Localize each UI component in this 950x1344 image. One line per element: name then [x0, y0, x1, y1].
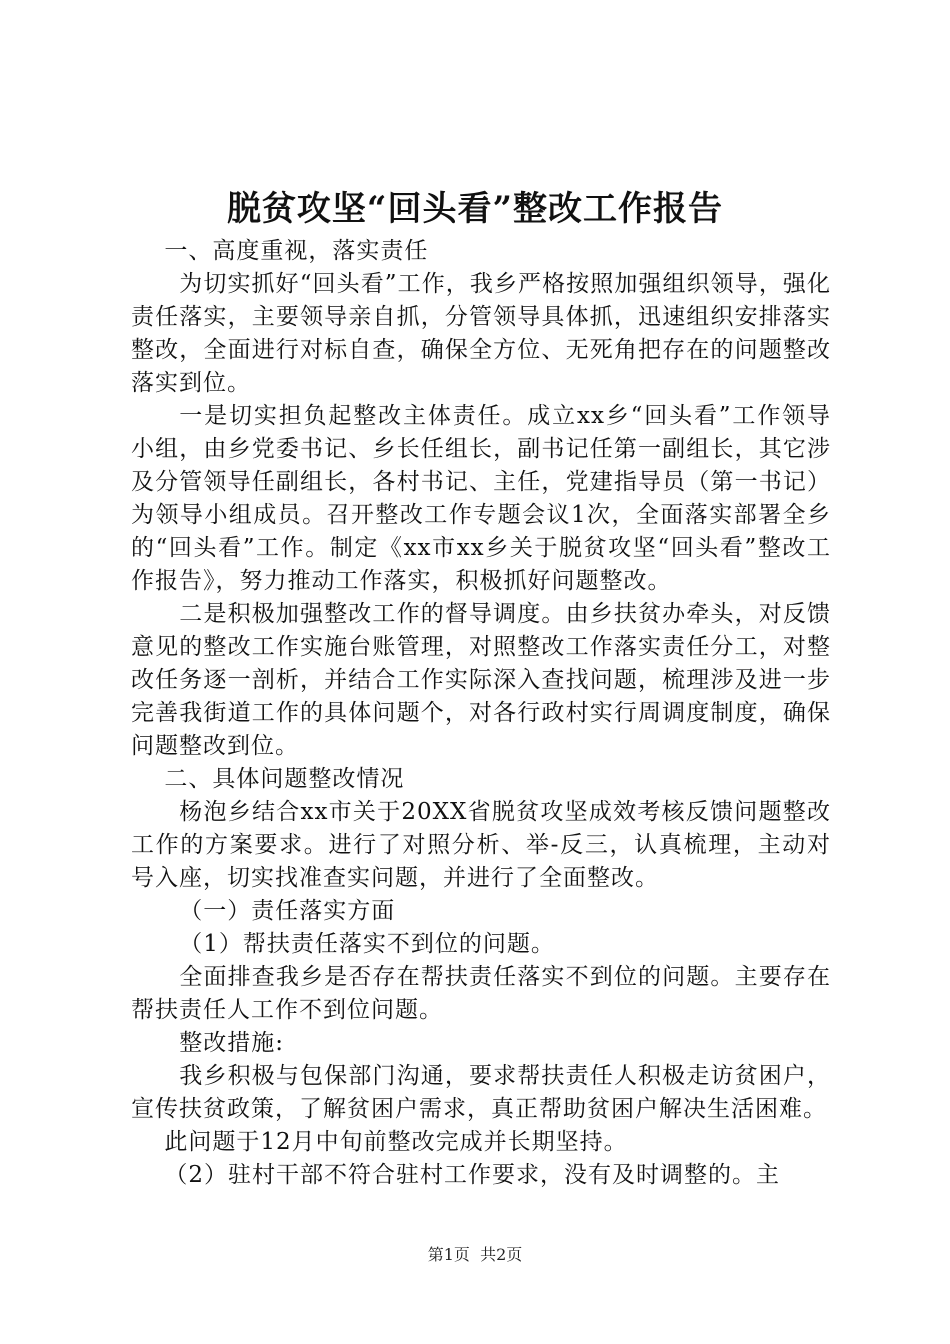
paragraph: 杨泡乡结合xx市关于20XX省脱贫攻坚成效考核反馈问题整改工作的方案要求。进行了对照分析、举-反三，认真梳理，主动对号入座，切实找准查实问题，并进行了全面整改。	[131, 799, 831, 891]
paragraph: 二是积极加强整改工作的督导调度。由乡扶贫办牵头，对反馈意见的整改工作实施台账管理，对照整改工作落实责任分工，对整改任务逐一剖析，并结合工作实际深入查找问题，梳理涉及进一步完善我街道工作的具体问题个，对各行政村实行周调度制度，确保问题整改到位。	[131, 601, 831, 759]
paragraph: 我乡积极与包保部门沟通，要求帮扶责任人积极走访贫困户，宣传扶贫政策，了解贫困户需求，真正帮助贫困户解决生活困难。	[131, 1063, 831, 1122]
item-heading: （2）驻村干部不符合驻村工作要求，没有及时调整的。主	[164, 1162, 780, 1188]
page-total: 共2页	[480, 1245, 523, 1264]
paragraph: 为切实抓好“回头看”工作，我乡严格按照加强组织领导，强化责任落实，主要领导亲自抓，分管领导具体抓，迅速组织安排落实整改，全面进行对标自查，确保全方位、无死角把存在的问题整改落实到位。	[131, 271, 831, 396]
paragraph: 一是切实担负起整改主体责任。成立xx乡“回头看”工作领导小组，由乡党委书记、乡长任组长，副书记任第一副组长，其它涉及分管领导任副组长，各村书记、主任，党建指导员（第一书记）为领导小组成员。召开整改工作专题会议1次，全面落实部署全乡的“回头看”工作。制定《xx市xx乡关于脱贫攻坚“回头看”整改工作报告》，努力推动工作落实，积极抓好问题整改。	[131, 403, 831, 594]
paragraph: 此问题于12月中旬前整改完成并长期坚持。	[164, 1129, 628, 1155]
section-heading-1: 一、高度重视，落实责任	[164, 238, 429, 264]
page-footer	[0, 1244, 950, 1266]
paragraph: 全面排查我乡是否存在帮扶责任落实不到位的问题。主要存在帮扶责任人工作不到位问题。	[131, 964, 831, 1023]
measures-label: 整改措施:	[179, 1030, 285, 1056]
section-heading-2: 二、具体问题整改情况	[164, 766, 405, 792]
subsection-heading: （一）责任落实方面	[179, 898, 396, 924]
document-body	[131, 235, 831, 1192]
document-title: 脱贫攻坚“回头看”整改工作报告	[226, 189, 724, 229]
item-heading: （1）帮扶责任落实不到位的问题。	[179, 931, 555, 957]
page-number: 第1页	[427, 1245, 470, 1264]
